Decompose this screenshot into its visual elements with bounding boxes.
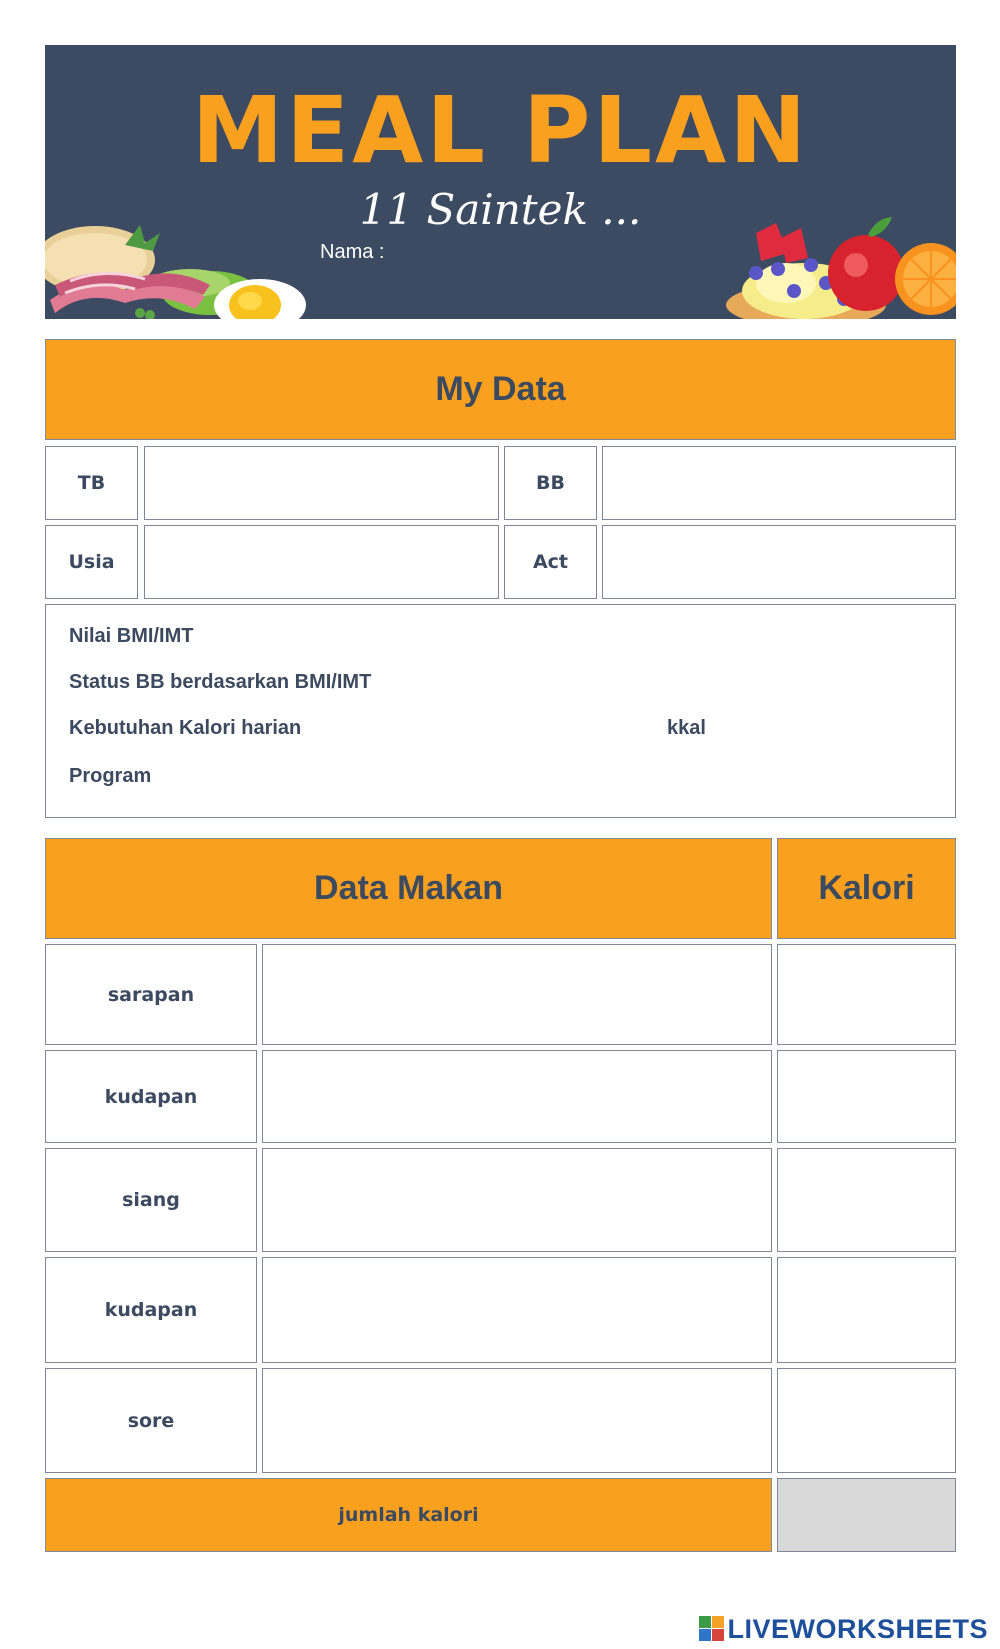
meal-name: sarapan [107,983,195,1006]
usia-label: Usia [68,551,115,573]
meal-name: kudapan [104,1299,198,1321]
meal-name: siang [122,1189,180,1211]
weight-status-label: Status BB berdasarkan BMI/IMT [69,671,372,693]
name-label: Nama : [320,241,385,263]
breakfast-food-illustration [45,205,315,319]
daily-calorie-label: Kebutuhan Kalori harian [69,717,302,739]
bb-label-cell [504,446,597,520]
total-calorie-value[interactable] [777,1478,956,1552]
calorie-unit-label: kkal [667,717,706,739]
calorie-header [777,838,956,939]
liveworksheets-badge-icon [699,1616,725,1642]
tb-label: TB [77,472,106,494]
act-label-cell [504,525,597,599]
bb-label: BB [536,472,565,494]
bmi-value-label: Nilai BMI/IMT [69,625,194,647]
meal-calorie-input[interactable] [777,944,956,1045]
meal-data-header [45,838,772,939]
calorie-heading: Kalori [818,869,915,907]
meal-name: sore [127,1409,175,1432]
program-label: Program [69,765,152,787]
act-label: Act [532,551,569,573]
total-calorie-row [45,1478,772,1552]
bb-input[interactable] [602,446,956,520]
meal-food-input[interactable] [262,944,772,1045]
tb-input[interactable] [144,446,499,520]
meal-food-input[interactable] [262,1368,772,1473]
meal-food-input[interactable] [262,1050,772,1143]
meal-row-label [45,1368,257,1473]
page-title: MEAL PLAN [191,77,810,184]
liveworksheets-logo [699,1612,988,1646]
meal-data-heading: Data Makan [314,869,503,907]
meal-calorie-input[interactable] [777,1148,956,1252]
meal-calorie-input[interactable] [777,1257,956,1363]
usia-label-cell [45,525,138,599]
act-input[interactable] [602,525,956,599]
fruit-dessert-illustration [716,213,956,319]
meal-calorie-input[interactable] [777,1050,956,1143]
tb-label-cell [45,446,138,520]
meal-food-input[interactable] [262,1148,772,1252]
meal-row-label [45,1257,257,1363]
meal-calorie-input[interactable] [777,1368,956,1473]
meal-name: kudapan [104,1085,198,1108]
total-calorie-label: jumlah kalori [338,1504,479,1526]
meal-food-input[interactable] [262,1257,772,1363]
liveworksheets-text: LIVEWORKSHEETS [727,1613,988,1644]
my-data-heading: My Data [435,370,566,408]
bmi-info-box [45,604,956,818]
meal-row-label [45,944,257,1045]
meal-row-label [45,1050,257,1143]
meal-row-label [45,1148,257,1252]
my-data-header [45,339,956,440]
header-banner [45,45,956,319]
class-subtitle: 11 Saintek ... [359,185,642,234]
usia-input[interactable] [144,525,499,599]
